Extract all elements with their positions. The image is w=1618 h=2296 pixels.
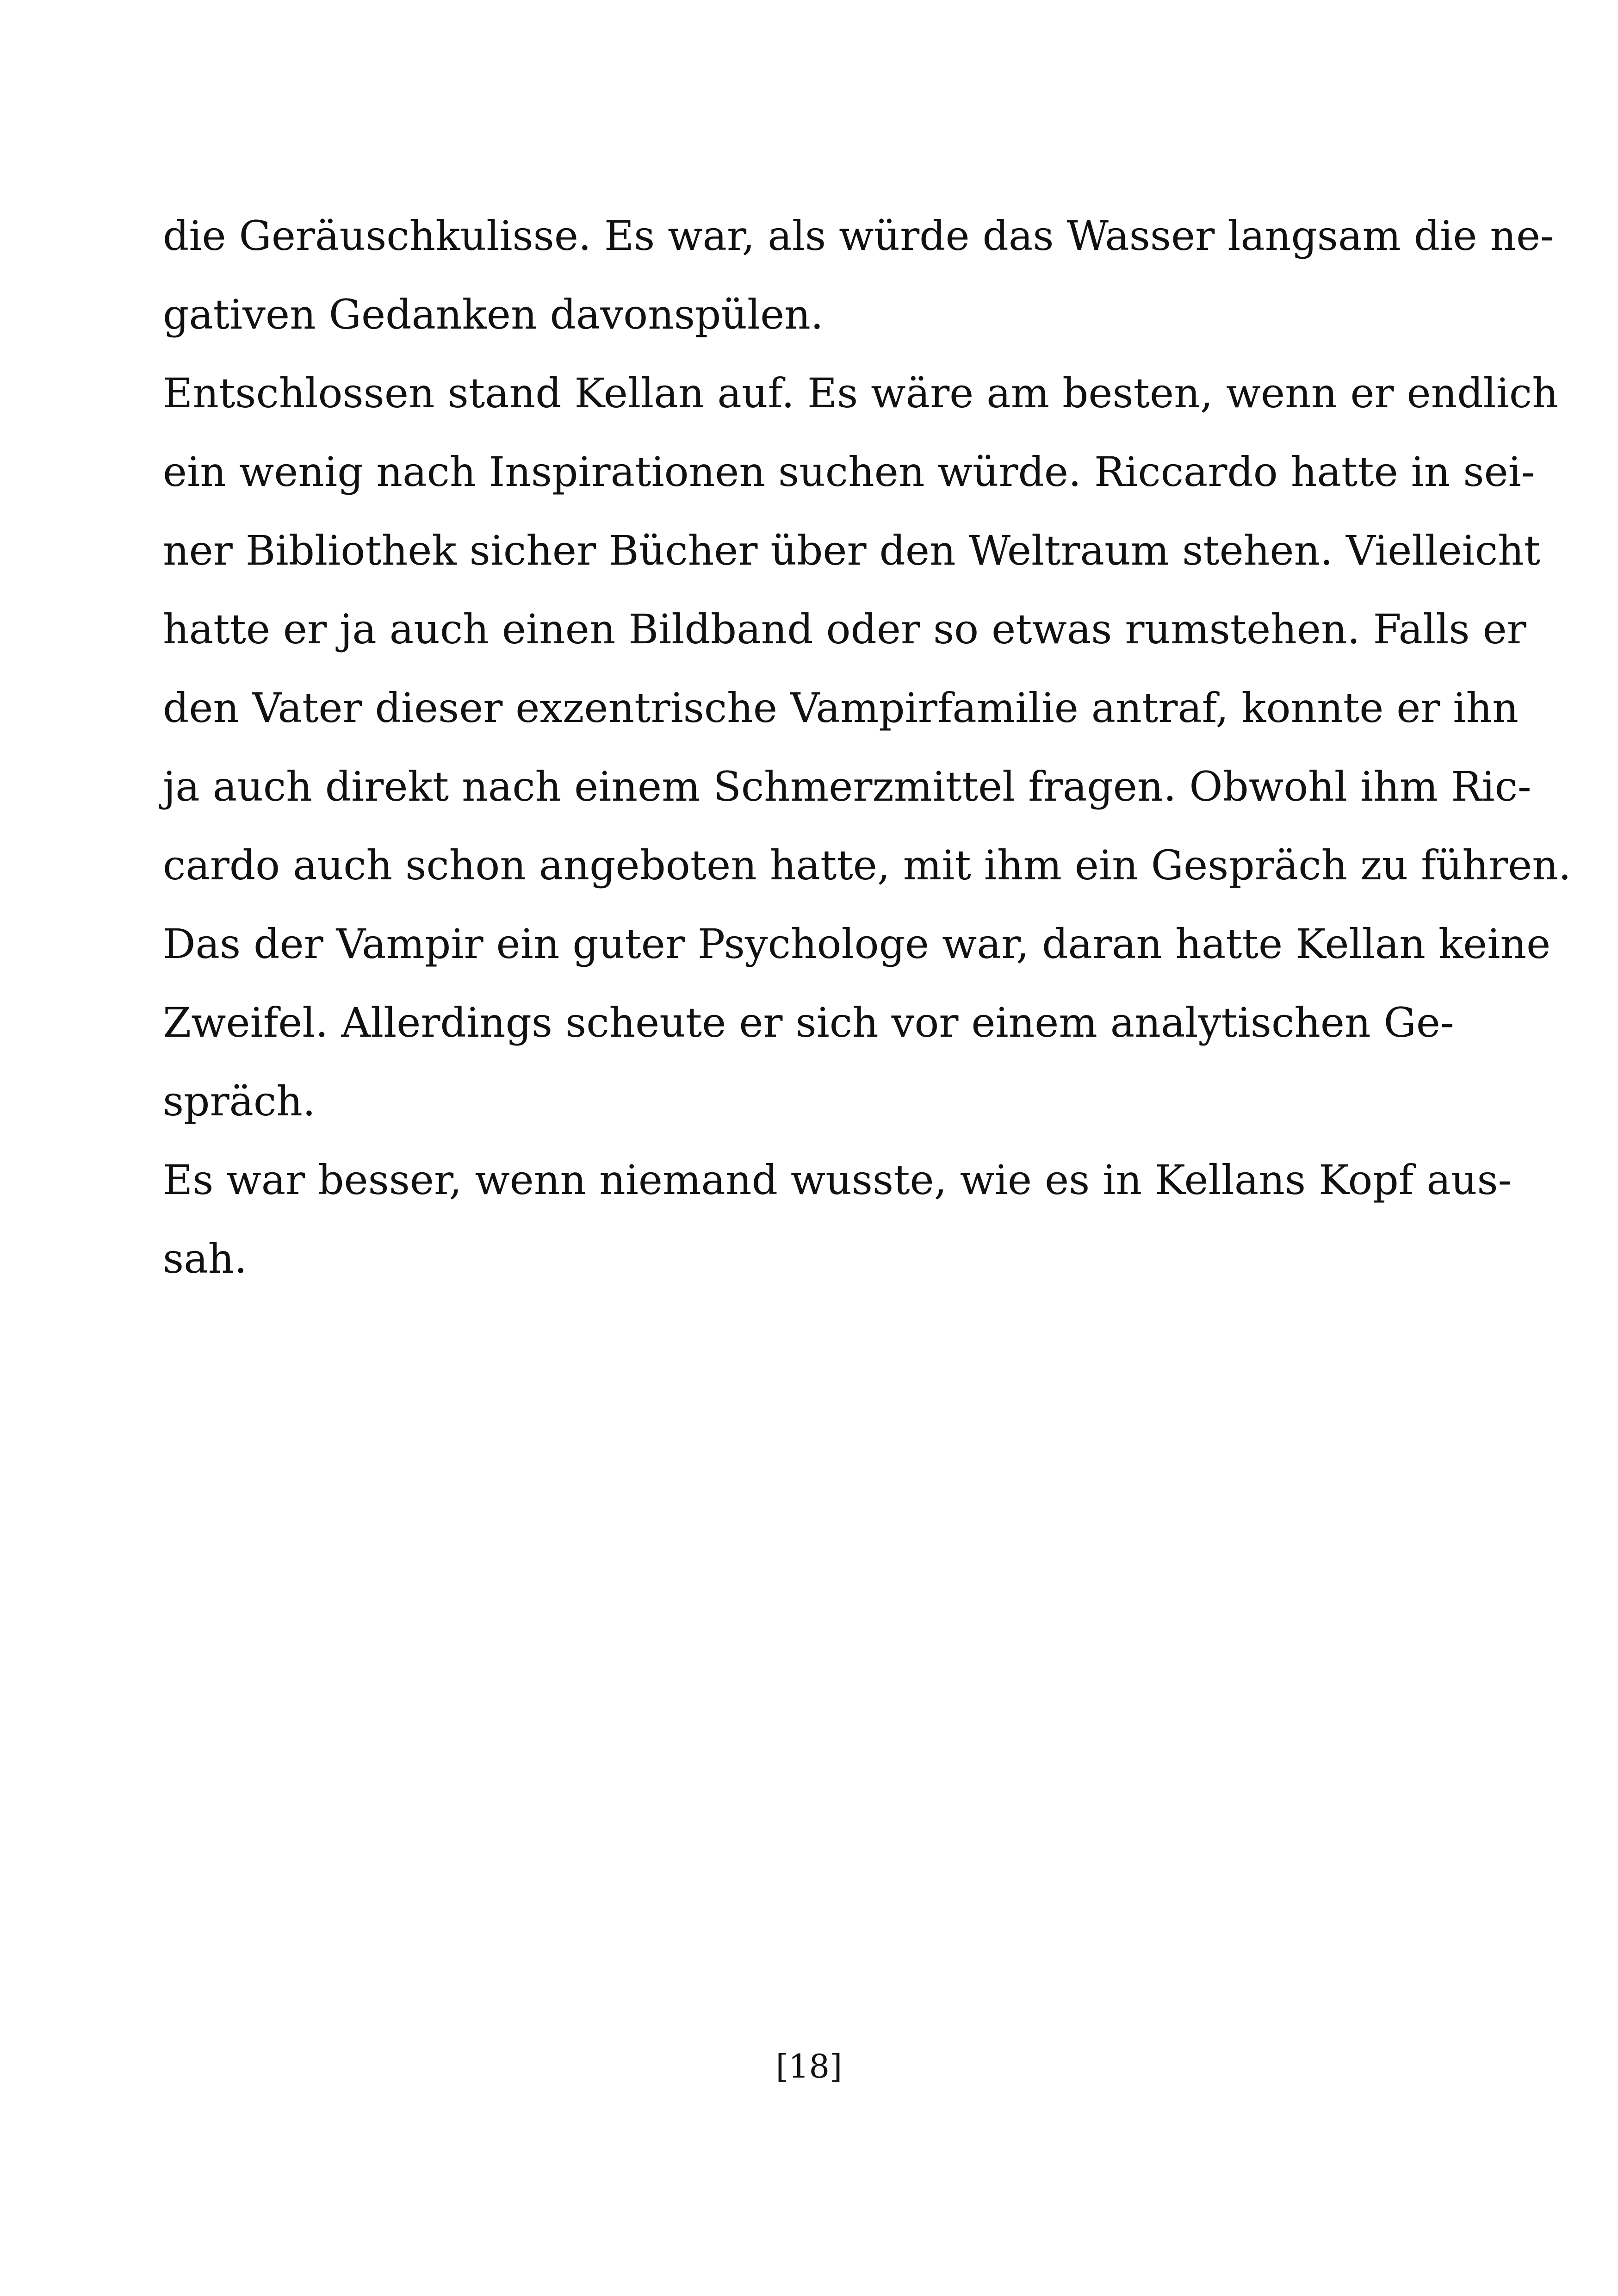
text-line: ja auch direkt nach einem Schmerzmittel fragen. Obwohl ihm Ric- — [163, 763, 1531, 810]
body-text — [163, 197, 1571, 1298]
page-number: [18] — [775, 2047, 843, 2085]
text-line: den Vater dieser exzentrische Vampirfamilie antraf, konnte er ihn — [163, 684, 1519, 732]
text-line: hatte er ja auch einen Bildband oder so etwas rumstehen. Falls er — [163, 605, 1526, 653]
text-line: die Geräuschkulisse. Es war, als würde das Wasser langsam die ne- — [163, 212, 1554, 260]
text-line: sah. — [163, 1235, 248, 1282]
text-line: Zweifel. Allerdings scheute er sich vor einem analytischen Ge- — [163, 999, 1454, 1046]
text-line: gativen Gedanken davonspülen. — [163, 291, 824, 338]
text-line: cardo auch schon angeboten hatte, mit ihm ein Gespräch zu führen. — [163, 841, 1571, 889]
text-line: Entschlossen stand Kellan auf. Es wäre am besten, wenn er endlich — [163, 369, 1558, 417]
text-line: spräch. — [163, 1077, 316, 1125]
text-line: ner Bibliothek sicher Bücher über den Weltraum stehen. Vielleicht — [163, 527, 1541, 574]
text-line: Es war besser, wenn niemand wusste, wie es in Kellans Kopf aus- — [163, 1156, 1512, 1204]
text-line: Das der Vampir ein guter Psychologe war, daran hatte Kellan keine — [163, 920, 1551, 968]
text-line: ein wenig nach Inspirationen suchen würde. Riccardo hatte in sei- — [163, 448, 1535, 496]
